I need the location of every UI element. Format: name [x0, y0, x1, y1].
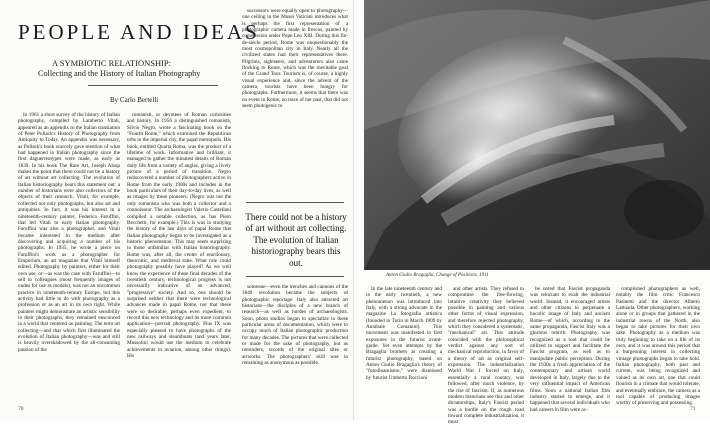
left-column-3-bottom-text: someone—even the trenches and cannons of the 1849 revolution became the subjects of photographic reportage. Italy also attracted art historians—the disciples of a new branch of research—as well as hordes of archaeologists. Soon, photo studios began to specialize in these particular areas of documentation, which were to occupy much of Italian photographic production for many decades. The pictures that were collected or made for the sake of photography, but as reminders, records of the original sites or artworks. The photographers' skill was in remaining as anonymous as possible. — [242, 284, 348, 367]
right-column-4 — [616, 286, 700, 407]
subtitle-line-1: A SYMBIOTIC RELATIONSHIP: — [52, 58, 172, 68]
title-divider — [88, 85, 218, 86]
left-column-1-text: In 1961 a short survey of the history of Italian photography, compiled by Lamberto Vitali, appeared as an appendix to the Italian translation of Peter Pollack's History of Photography from Antiquity to Today. An appendix was necessary, as Pollack's book scarcely gave mention of what had happened in Italian photography since the first daguerreotypes were made, as early as 1839. In his book The Rare Art, Joseph Alsop makes the point that there could not be a history of art without art collecting. The evolution of Italian historiography bears this statement out: a number of historians were also collectors of the objects of their research. Vitali, for example, collected not only photographs, but also art and antiquities. In fact, it was his interest in a nineteenth-century painter, Federico Faruffini, that led Vitali to early Italian photography. Faruffini was also a photographer, and Vitali became interested in the medium after discovering and acquiring a number of his photographs. In 1935, he wrote a piece on Faruffini's work as a photographer for Emporium, an art magazine that Vitali himself edited. Photography by painters, either for their own use, or—as was the case with Faruffini—to sell to colleagues (most frequently images of nudes for use as models), was not an uncommon practice in nineteenth-century Europe, but this activity had little to do with photography as a profession or as an art in its own right. While painters might demonstrate an artistic sensibility in their photographs, they remained ensconced in a world that centered on painting. The term art collecting—and that which first illuminated the evolution of Italian photography—was and still is heavily overshadowed by the all-consuming passion of the — [18, 112, 120, 353]
page-number-right: 71 — [690, 406, 696, 412]
left-column-3-top — [242, 8, 348, 193]
right-page — [354, 0, 710, 426]
photo-caption: Anton Giulio Bragaglia, Change of Positions, 1911 — [386, 273, 489, 278]
page-number-left: 70 — [18, 406, 24, 412]
right-column-4-text: complished photographers as well, notably the film critic Francesco Pasinetti and the director Alberto Lattuada. Other photographers, working alone or in groups that gathered in the industrial towns of the North, also began to take pictures for their own sake. Photography as a medium was truly beginning to take on a life of its own, and it was around this period that a burgeoning interest in collecting vintage photographs began to take hold. Italian photography, both past and current, was being recognized and valued as its own art, one that could flourish in a climate that would tolerate, and eventually embrace, the camera as a tool capable of producing images worthy of preserving and possessing. — [616, 286, 700, 407]
byline: By Carlo Bertelli — [110, 96, 159, 104]
right-column-1 — [366, 286, 442, 404]
right-column-2-text: and other artists. They refused to compromise the free-flowing, intuitive creativity they believed possible in painting and various other forms of visual expression, and therefore rejected photography, which they considered a systematic, "mechanical" art. This attitude coincided with the philosophical verdict against any sort of mechanical reproduction, in favor of a theory of art as original self-expression. The industrialization World War I forced on Italy, essentially a rural country, was followed, after much violence, by the rise of fascism. If, as numerous modern historians see this and other dictatorships, Italy's Fascist period was a hurdle on the rough road toward complete industrialization, it must — [448, 286, 524, 426]
left-column-1 — [18, 112, 120, 402]
left-page — [0, 0, 354, 420]
pull-quote-rule-bottom — [246, 276, 344, 277]
pull-quote: There could not be a history of art without art collecting. The evolution of Italian historiography bears this out. — [245, 212, 347, 268]
pull-quote-rule-top — [246, 202, 344, 203]
futurist-photograph-image — [364, 0, 710, 270]
article-title: PEOPLE AND IDEAS — [18, 20, 260, 44]
right-column-3 — [530, 286, 610, 413]
right-column-2 — [448, 286, 524, 426]
left-column-2-text: romanisti, or devotees of Roman curiosities and history. In 1956 a distinguished romanista, Silvio Negro, wrote a fascinating book on the "Fourth Rome," which examined the Republican urbs in the imperial city, the papal metropolis. His book, entitled Quarta Roma, was the product of a lifetime of work. Informative and brilliant, it managed to gather the minutest details of Roman daily life from a variety of angles, giving a lively picture of a period of transition. Negro rediscovered a number of photographers active in Rome from the early 1900s and includes in the book particulars of their day-to-day lives, as well as images by these pioneers. (Negro was not the only romanista who was both a collector and a connoisseur. The archaeologist Valerio Castellani compiled a notable collection, as has Piero Becchetti, for example.) This is was in studying the history of the last days of papal Rome that Italian photography began to be investigated as a historic phenomenon. This may seem surprising to those unfamiliar with Italian historiography. Rome was, after all, the center of reactionary, theocratic, and medieval state. What role could photography possibly have played? As we well know the experience of these final decades of the twentieth century, technological progress is not necessarily indicative of an advanced, "progressive" society. And so, one should be surprised neither that there were technological advances made in papal Rome, nor that these were so desirable, perhaps even expedient, to record this new technology and its more common application—portrait photography. Pius IX was especially pleased to have photographs of the new railways and steamboats (and years later, Mussolini would use the medium to celebrate achievements in aviation, among other things). His — [127, 112, 231, 360]
left-column-2 — [127, 112, 231, 402]
right-column-1-text: In the late nineteenth century and in the early twentieth, a new phenomenon was introduced into Italy, with a strong advocate in the magazine La fotografia artistica (founded in Turin in March 1909 by Annibale Comanini). This movement was manifested in first exposures in the futurist avant-garde. Yet even attempts by the Bragaglia brothers at creating a futurist photography, based on Anton Giulio Bragaglia's theory of "fotodinamismo," were dismissed by futurist Umberto Boccioni — [366, 286, 442, 381]
futurist-photograph — [364, 0, 710, 270]
left-column-3-bottom — [242, 284, 348, 402]
right-column-3-text: be noted that Fascist propaganda was reluctant to exalt the industrial world. Instead, it encouraged artists and other citizens to perpetuate a bucolic image of Italy and ancient Rome—of which, according to the same propaganda, Fascist Italy was a glorious rebirth. Photography was recognized as a tool that could be utilized to support and facilitate the Fascist program, as well as to manipulate public perception. During the 1930s a fresh appreciation of the contemporary and artisan world developed in Italy, largely due to the very influential impact of American films. Soon a national Italian film industry started to emerge, and it happened that several individuals who had careers in film were ac- — [530, 286, 610, 413]
subtitle-line-2: Collecting and the History of Italian Photography — [38, 69, 201, 78]
left-column-3-top-text: successors were equally open to photography—one ceiling in the Musei Vaticani introduces what is perhaps the first representation of a photographic camera made in frescos, painted by commission under Pope Leo XIII. During this fin-de-siècle period, Rome was unquestionably the most cosmopolitan city in Italy. Nearly all the civilized states had their representatives there. Pilgrims, sightseers, and adventurers also came flocking to Rome, which was the inevitable goal of the Grand Tour. Tourism is, of course, a highly visual experience and, since the advent of the camera, tourists have been hungry for photographs. Furthermore, it seems that there was no event in Rome, no trace of her past, that did not seem photogenic to — [242, 8, 348, 110]
